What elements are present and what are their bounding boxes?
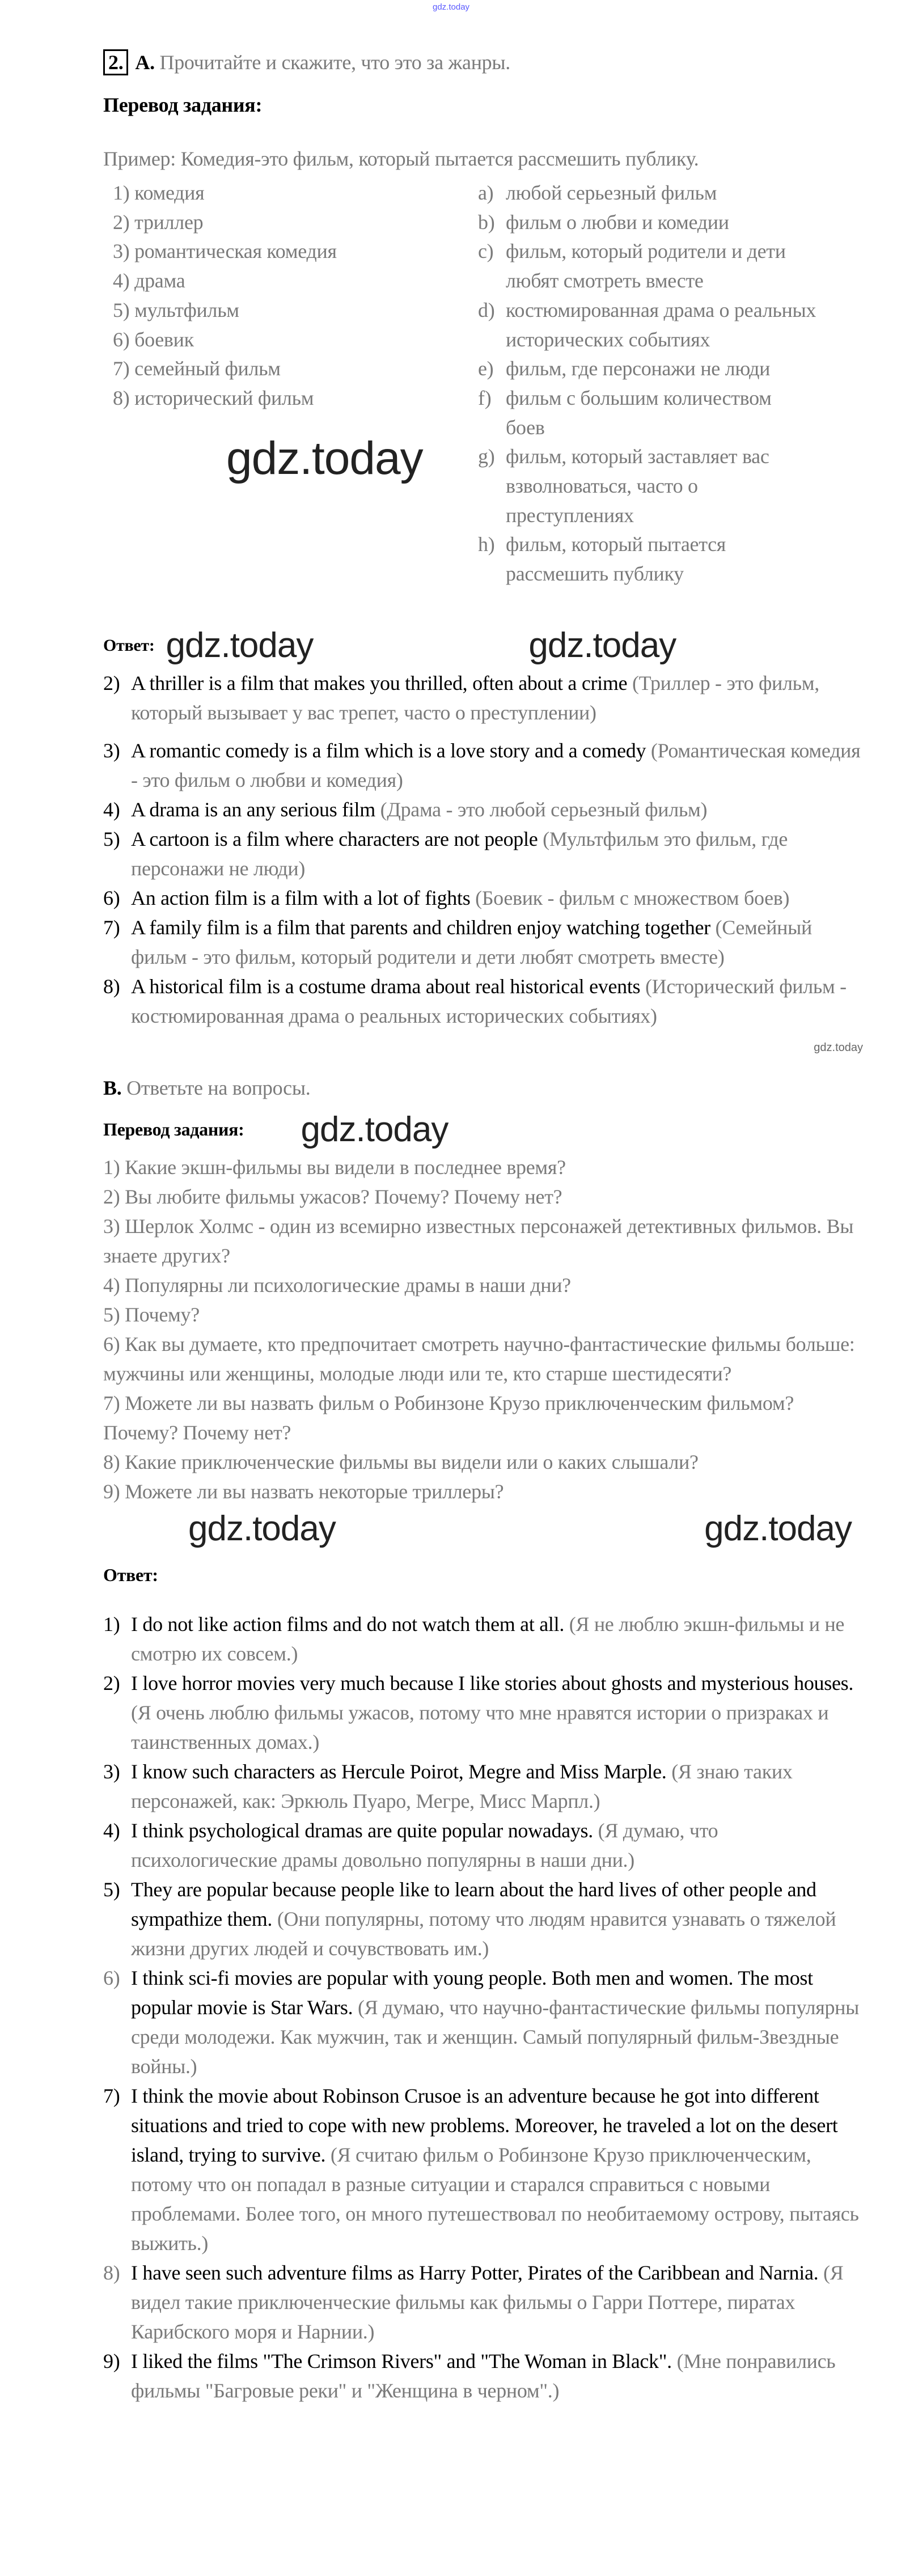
translation-heading-row — [103, 1107, 863, 1153]
answer-heading: Ответ: — [103, 1564, 158, 1585]
answer-russian: (Я не люблю экшн-фильмы и не смотрю их совсем.) — [131, 1612, 845, 1665]
answer-number: 5) — [103, 1878, 120, 1901]
answer-russian: (Они популярны, потому что людям нравится узнавать о тяжелой жизни других людей и сочувствовать им.) — [131, 1907, 836, 1960]
question-item: 3) Шерлок Холмс - один из всемирно известных персонажей детективных фильмов. Вы знаете других? — [103, 1214, 854, 1267]
page-content — [103, 0, 863, 2428]
answer-english: A drama is an any serious film — [131, 798, 375, 821]
answer-number: 8) — [103, 975, 120, 998]
definition-letter: b) — [478, 210, 495, 234]
genre-item: 5) мультфильм — [113, 298, 239, 321]
answer-item — [103, 1963, 863, 2081]
definition-letter: d) — [478, 298, 495, 321]
answer-number: 5) — [103, 827, 120, 850]
answer-russian: (Я думаю, что научно-фантастические фильмы популярны среди молодежи. Как мужчин, так и женщин. Самый популярный фильм-Звездные войны.) — [131, 1995, 860, 2078]
definition-text: фильм с большим количеством боев — [506, 386, 772, 439]
question-item: 6) Как вы думаете, кто предпочитает смотреть научно-фантастические фильмы больше: мужчины или женщины, молодые люди или те, кто старше шестидесяти? — [103, 1332, 855, 1385]
answer-english: I know such characters as Hercule Poirot, Megre and Miss Marple. — [131, 1760, 667, 1783]
answer-heading: Ответ: — [103, 635, 155, 655]
answer-russian: (Я видел такие приключенческие фильмы как фильмы о Гарри Поттере, пиратах Карибского моря и Нарнии.) — [131, 2261, 844, 2343]
definition-text: фильм, который заставляет вас взволноваться, часто о преступлениях — [506, 445, 769, 527]
watermark: gdz.today — [814, 1041, 863, 1054]
answer-english: I do not like action films and do not watch them at all. — [131, 1612, 565, 1636]
answer-english: I liked the films "The Crimson Rivers" and "The Woman in Black". — [131, 2349, 672, 2372]
definition-letter: c) — [478, 240, 494, 263]
definition-text: фильм о любви и комедии — [506, 210, 729, 234]
genre-item: 4) драма — [113, 269, 185, 293]
answer-number: 2) — [103, 1671, 120, 1694]
question-item: 8) Какие приключенческие фильмы вы видели или о каких слышали? — [103, 1450, 699, 1473]
answer-list-a — [103, 668, 863, 1031]
question-item: 7) Можете ли вы назвать фильм о Робинзоне Крузо приключенческим фильмом? Почему? Почему нет? — [103, 1391, 794, 1444]
answer-item — [103, 736, 863, 795]
genre-item: 2) триллер — [113, 210, 204, 234]
answer-russian: (Драма - это любой серьезный фильм) — [380, 798, 708, 821]
watermark: gdz.today — [704, 1509, 852, 1548]
genre-item: 6) боевик — [113, 328, 194, 351]
answer-english: I think psychological dramas are quite popular nowadays. — [131, 1819, 593, 1842]
example-text: Пример: Комедия-это фильм, который пытается рассмешить публику. — [103, 147, 699, 170]
watermark-row — [103, 1506, 863, 1552]
question-item: 9) Можете ли вы назвать некоторые триллеры? — [103, 1480, 504, 1503]
watermark-top: gdz.today — [433, 2, 470, 12]
answer-heading-row — [103, 623, 863, 668]
watermark-row — [103, 1031, 863, 1065]
answer-number: 8) — [103, 2261, 120, 2284]
watermark: gdz.today — [188, 1509, 336, 1548]
answer-number: 9) — [103, 2349, 120, 2372]
answer-item — [103, 913, 863, 972]
watermark: gdz.today — [166, 625, 314, 665]
answer-number: 4) — [103, 798, 120, 821]
answer-item — [103, 2081, 863, 2258]
answer-number: 4) — [103, 1819, 120, 1842]
answer-russian: (Я думаю, что психологические драмы довольно популярны в наши дни.) — [131, 1819, 718, 1871]
answer-english: I think sci-fi movies are popular with young people. Both men and women. The most popular movie is Star Wars. — [131, 1966, 813, 2019]
answer-russian: (Боевик - фильм с множеством боев) — [475, 886, 790, 909]
answer-russian: (Семейный фильм - это фильм, который родители и дети любят смотреть вместе) — [131, 916, 812, 968]
answer-russian: (Триллер - это фильм, который вызывает у вас трепет, часто о преступлении) — [131, 671, 819, 724]
answer-english: A family film is a film that parents and children enjoy watching together — [131, 916, 710, 939]
answer-english: A thriller is a film that makes you thrilled, often about a crime — [131, 671, 628, 694]
definition-text: фильм, который пытается рассмешить публику — [506, 533, 726, 586]
question-item: 5) Почему? — [103, 1303, 200, 1326]
question-list — [103, 1153, 863, 1506]
definition-letter: e) — [478, 357, 494, 380]
genre-list — [113, 179, 478, 413]
genre-column — [103, 179, 478, 589]
watermark: gdz.today — [226, 432, 423, 484]
definition-letter: g) — [478, 445, 495, 468]
genre-item: 1) комедия — [113, 181, 205, 204]
answer-russian: (Романтическая комедия - это фильм о любви и комедия) — [131, 739, 861, 791]
answer-number: 3) — [103, 1760, 120, 1783]
answer-item — [103, 2258, 863, 2346]
definition-letter: h) — [478, 533, 495, 556]
answer-number: 3) — [103, 739, 120, 762]
answer-english: I think the movie about Robinson Crusoe is an adventure because he got into different situations and tried to cope with new problems. Moreover, he traveled a lot on the desert island, trying to survive. — [131, 2084, 838, 2166]
question-item: 1) Какие экшн-фильмы вы видели в последнее время? — [103, 1155, 566, 1179]
question-item: 2) Вы любите фильмы ужасов? Почему? Почему нет? — [103, 1185, 562, 1208]
definition-text: фильм, где персонажи не люди — [506, 357, 771, 380]
answer-item — [103, 1757, 863, 1816]
task-instruction: Ответьте на вопросы. — [126, 1076, 311, 1099]
answer-russian: (Я знаю таких персонажей, как: Эркюль Пуаро, Мегре, Мисс Марпл.) — [131, 1760, 793, 1812]
answer-item — [103, 1816, 863, 1875]
task-b-header — [103, 1073, 863, 1103]
definition-text: костюмированная драма о реальных исторических событиях — [506, 298, 816, 351]
definition-letter: f) — [478, 386, 492, 409]
answer-item — [103, 1875, 863, 1963]
definition-item — [478, 354, 863, 384]
answer-russian: (Я считаю фильм о Робинзоне Крузо приключенческим, потому что он попадал в разные ситуации и старался справиться с новыми проблемами. Более того, он много путешествовал по необитаемому острову, пытаясь выжить.) — [131, 2143, 859, 2255]
answer-item — [103, 795, 863, 824]
answer-english: A cartoon is a film where characters are not people — [131, 827, 538, 850]
translation-heading: Перевод задания: — [103, 94, 263, 116]
answer-russian: (Исторический фильм - костюмированная драма о реальных исторических событиях) — [131, 975, 847, 1027]
answer-item — [103, 972, 863, 1031]
task-instruction: Прочитайте и скажите, что это за жанры. — [159, 51, 510, 74]
answer-english: A historical film is a costume drama about real historical events — [131, 975, 641, 998]
answer-number: 6) — [103, 1966, 120, 1989]
definition-item — [478, 384, 807, 442]
question-item: 4) Популярны ли психологические драмы в наши дни? — [103, 1273, 571, 1297]
answer-number: 1) — [103, 1612, 120, 1636]
task-letter: A. — [135, 51, 155, 74]
answer-number: 2) — [103, 671, 120, 694]
answer-english: I love horror movies very much because I like stories about ghosts and mysterious houses. — [131, 1671, 854, 1694]
genre-item: 8) исторический фильм — [113, 386, 314, 409]
answer-russian: (Мне понравились фильмы "Багровые реки" и "Женщина в черном".) — [131, 2349, 836, 2402]
answer-english: They are popular because people like to learn about the hard lives of other people and sympathize them. — [131, 1878, 816, 1930]
answer-number: 7) — [103, 2084, 120, 2107]
definition-letter: a) — [478, 181, 494, 204]
answer-russian: (Мультфильм это фильм, где персонажи не люди) — [131, 827, 788, 880]
answer-number: 6) — [103, 886, 120, 909]
answer-item — [103, 1609, 863, 1668]
answer-list-b — [103, 1609, 863, 2405]
answer-english: A romantic comedy is a film which is a love story and a comedy — [131, 739, 646, 762]
answer-item — [103, 824, 863, 883]
definition-text: фильм, который родители и дети любят смотреть вместе — [506, 240, 786, 293]
definition-item — [478, 179, 863, 208]
watermark: gdz.today — [301, 1109, 448, 1149]
definition-list — [478, 179, 863, 589]
answer-item — [103, 1668, 863, 1757]
genre-item: 3) романтическая комедия — [113, 240, 337, 263]
watermark: gdz.today — [528, 625, 676, 665]
answer-item — [103, 2346, 863, 2405]
definition-item — [478, 442, 807, 530]
task-number: 2. — [103, 49, 128, 75]
definition-text: любой серьезный фильм — [506, 181, 717, 204]
genre-item: 7) семейный фильм — [113, 357, 281, 380]
definition-item — [478, 296, 830, 354]
answer-english: I have seen such adventure films as Harry Potter, Pirates of the Caribbean and Narnia. — [131, 2261, 819, 2284]
matching-columns — [103, 179, 863, 589]
answer-english: An action film is a film with a lot of fights — [131, 886, 471, 909]
answer-item — [103, 668, 863, 727]
answer-russian: (Я очень люблю фильмы ужасов, потому что мне нравятся истории о призраках и таинственных домах.) — [131, 1701, 829, 1753]
definition-item — [478, 530, 773, 588]
task-a-header — [103, 48, 863, 77]
task-letter: B. — [103, 1076, 122, 1099]
answer-number: 7) — [103, 916, 120, 939]
definition-item — [478, 237, 830, 295]
translation-heading: Перевод задания: — [103, 1119, 244, 1140]
definition-item — [478, 208, 863, 238]
answer-item — [103, 883, 863, 913]
